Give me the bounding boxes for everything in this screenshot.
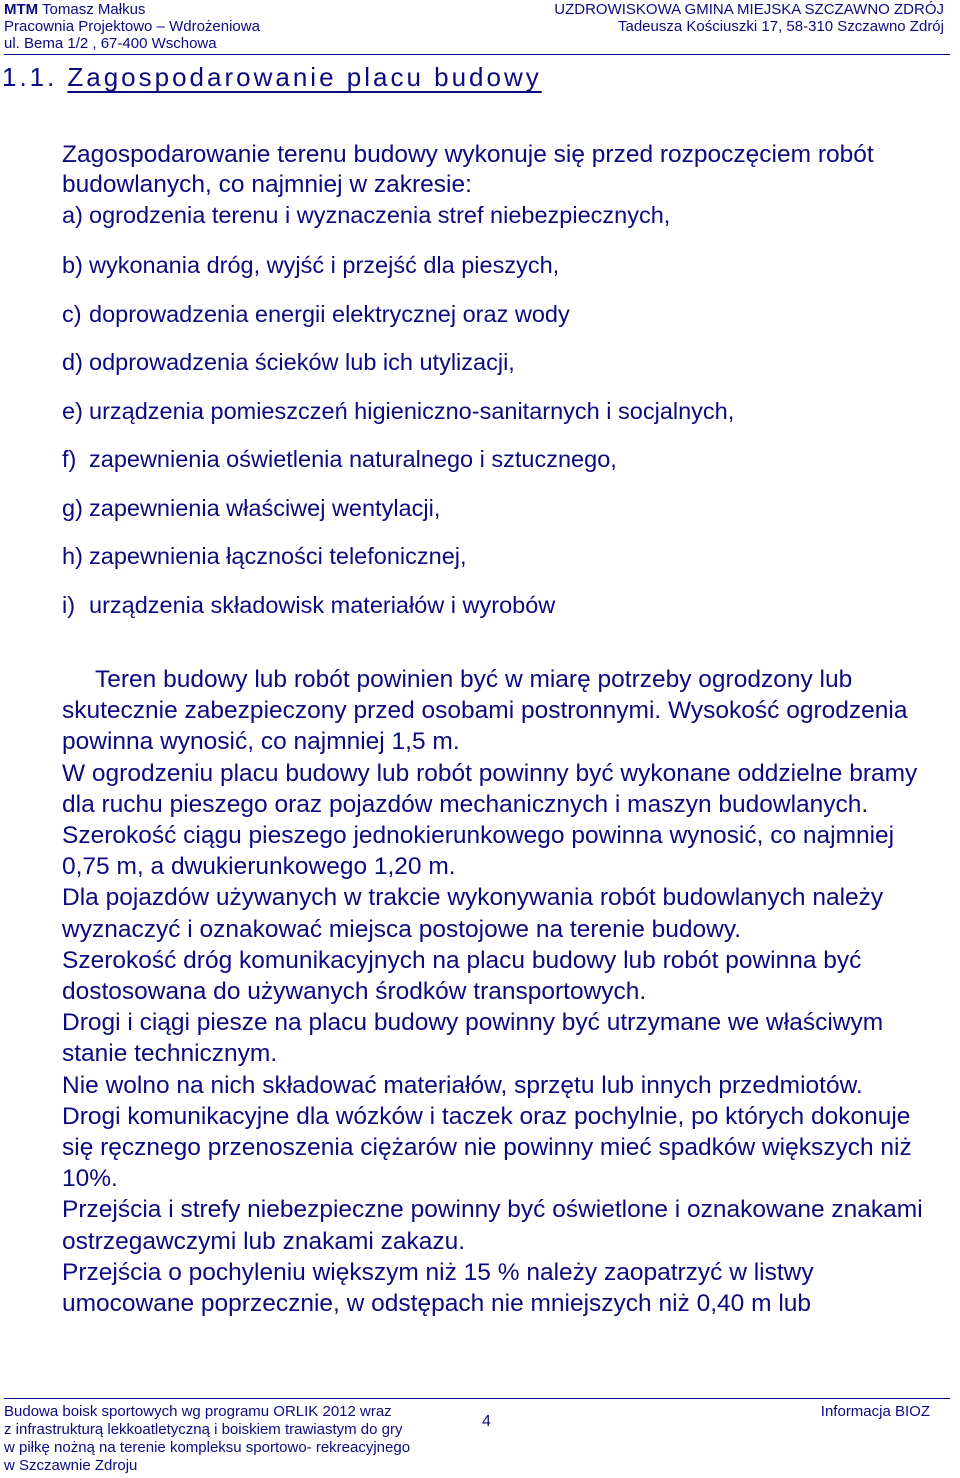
- section-title: Zagospodarowanie placu budowy: [67, 62, 542, 92]
- footer-line: z infrastrukturą lekkoatletyczną i boiskiem trawiastym do gry: [4, 1421, 403, 1438]
- page-footer: [4, 1403, 954, 1478]
- list-item-text: zapewnienia oświetlenia naturalnego i sztucznego,: [89, 446, 617, 472]
- footer-doc-type: Informacja BIOZ: [820, 1403, 930, 1420]
- paragraph: Szerokość ciągu pieszego jednokierunkowego powinna wynosić, co najmniej 0,75 m, a dwukierunkowego 1,20 m.: [62, 822, 895, 881]
- list-item-text: wykonania dróg, wyjść i przejść dla pieszych,: [89, 252, 560, 278]
- list-item-text: doprowadzenia energii elektrycznej oraz wody: [89, 300, 570, 327]
- list-item: [62, 250, 942, 299]
- footer-project: [4, 1403, 410, 1475]
- footer-line: w Szczawnie Zdroju: [4, 1457, 138, 1474]
- list-item-text: zapewnienia łączności telefonicznej,: [89, 543, 467, 569]
- paragraph: Nie wolno na nich składować materiałów, sprzętu lub innych przedmiotów.: [62, 1071, 863, 1099]
- header-divider: [4, 54, 950, 55]
- paragraph: Przejścia o pochyleniu większym niż 15 % należy zaopatrzyć w listwy umocowane poprzecznie, w odstępach nie mniejszych niż 0,40 m lub: [62, 1258, 814, 1318]
- company-subtitle: Pracownia Projektowo – Wdrożeniowa: [4, 18, 260, 35]
- list-item: [62, 541, 942, 590]
- client-name: UZDROWISKOWA GMINA MIEJSKA SZCZAWNO ZDRÓJ: [554, 1, 944, 18]
- company-address: ul. Bema 1/2 , 67-400 Wschowa: [4, 35, 217, 52]
- list-item-label: f): [62, 446, 77, 472]
- intro-paragraph: Zagospodarowanie terenu budowy wykonuje się przed rozpoczęciem robót budowlanych, co najmniej w zakresie:: [62, 141, 874, 198]
- list-item-label: b): [62, 252, 83, 278]
- list-item-label: e): [62, 397, 83, 424]
- client-address: Tadeusza Kościuszki 17, 58-310 Szczawno Zdrój: [617, 18, 944, 35]
- page-number: 4: [482, 1413, 491, 1430]
- list-item: [62, 444, 942, 493]
- paragraph: Przejścia i strefy niebezpieczne powinny być oświetlone i oznakowane znakami ostrzegawczymi lub znakami zakazu.: [62, 1196, 923, 1255]
- body-text: [62, 664, 942, 1319]
- list-item-label: h): [62, 543, 83, 569]
- client-block: [554, 1, 944, 35]
- scope-list: [62, 202, 942, 638]
- list-item: [62, 590, 942, 639]
- company-name: Tomasz Małkus: [38, 1, 146, 18]
- list-item-text: urządzenia pomieszczeń higieniczno-sanitarnych i socjalnych,: [89, 397, 735, 424]
- section-heading: [2, 62, 542, 93]
- company-block: [4, 1, 260, 52]
- paragraph: Dla pojazdów używanych w trakcie wykonywania robót budowlanych należy wyznaczyć i oznakować miejsca postojowe na terenie budowy.: [62, 884, 884, 943]
- intro-text: [62, 140, 942, 200]
- list-item-label: c): [62, 300, 82, 327]
- list-item: [62, 396, 942, 445]
- list-item-text: ogrodzenia terenu i wyznaczenia stref niebezpiecznych,: [89, 202, 671, 228]
- list-item: [62, 493, 942, 542]
- list-item-label: a): [62, 202, 83, 228]
- list-item: [62, 347, 942, 396]
- list-item-label: i): [62, 591, 76, 618]
- list-item-label: g): [62, 494, 83, 521]
- paragraph: Szerokość dróg komunikacyjnych na placu budowy lub robót powinna być dostosowana do używanych środków transportowych.: [62, 946, 862, 1006]
- list-item-text: odprowadzenia ścieków lub ich utylizacji,: [89, 349, 515, 375]
- list-item: [62, 299, 942, 348]
- footer-line: w piłkę nożną na terenie kompleksu sportowo- rekreacyjnego: [4, 1439, 411, 1456]
- page-header: [0, 0, 960, 56]
- list-item-label: d): [62, 349, 83, 375]
- paragraph: W ogrodzeniu placu budowy lub robót powinny być wykonane oddzielne bramy dla ruchu pieszego oraz pojazdów mechanicznych i maszyn budowlanych.: [62, 759, 918, 818]
- paragraph: Drogi i ciągi piesze na placu budowy powinny być utrzymane we właściwym stanie technicznym.: [62, 1009, 884, 1068]
- paragraph: Teren budowy lub robót powinien być w miarę potrzeby ogrodzony lub skutecznie zabezpieczony przed osobami postronnymi. Wysokość ogrodzenia powinna wynosić, co najmniej 1,5 m.: [62, 666, 908, 756]
- section-number: 1.1.: [2, 62, 58, 92]
- footer-line: Budowa boisk sportowych wg programu ORLIK 2012 wraz: [4, 1403, 392, 1420]
- list-item-text: urządzenia składowisk materiałów i wyrobów: [89, 591, 556, 618]
- list-item: [62, 200, 670, 249]
- list-item-text: zapewnienia właściwej wentylacji,: [89, 494, 441, 521]
- company-name-bold: MTM: [4, 1, 39, 18]
- footer-divider: [4, 1398, 950, 1399]
- paragraph: Drogi komunikacyjne dla wózków i taczek oraz pochylnie, po których dokonuje się ręcznego przenoszenia ciężarów nie powinny mieć spadków większych niż 10%.: [62, 1102, 912, 1193]
